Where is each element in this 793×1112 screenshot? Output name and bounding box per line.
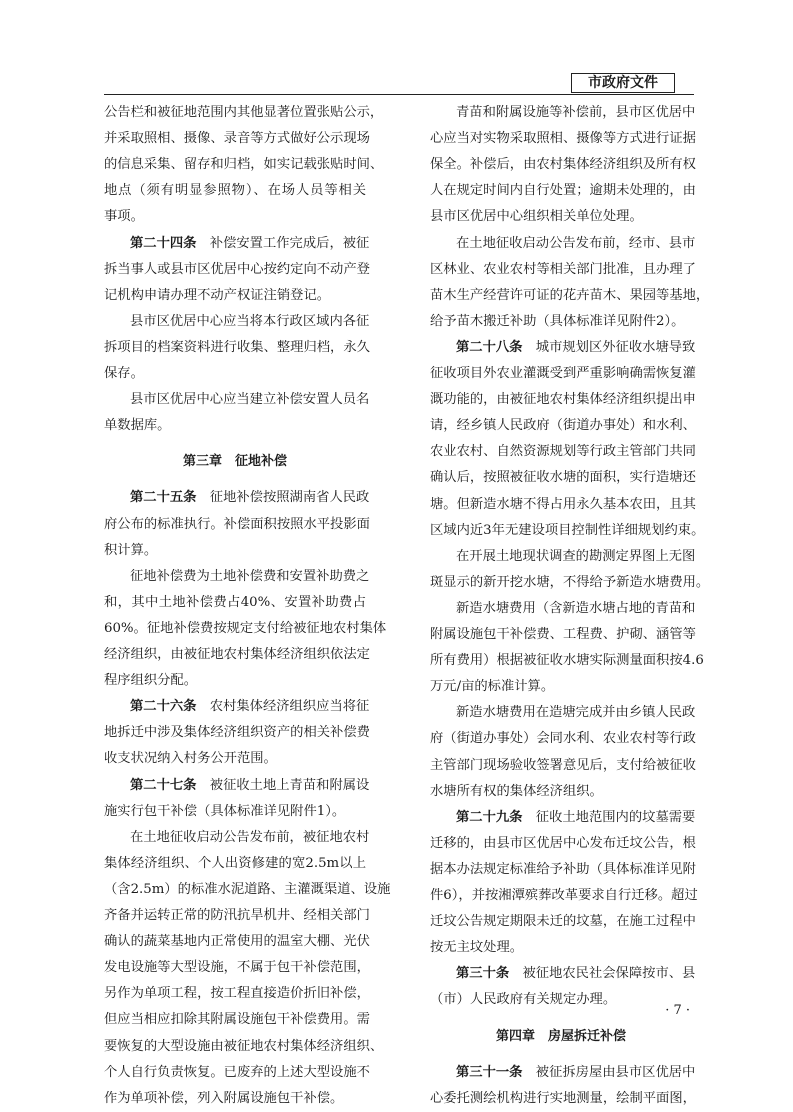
text-line: 县市区优居中心应当将本行政区域内各征 [130, 313, 370, 329]
text-line: 斑显示的新开挖水塘，不得给予新造水塘费用。 [430, 574, 710, 590]
text-line: 60%。征地补偿费按规定支付给被征地农村集体 [104, 620, 387, 636]
text-line: 新造水塘费用（含新造水塘占地的青苗和 [456, 600, 696, 616]
text-line: 第二十八条 城市规划区外征收水塘导致 [456, 339, 696, 355]
article-number: 第二十五条 [130, 490, 197, 506]
text-line: 齐备并运转正常的防汛抗旱机井、经相关部门 [104, 908, 370, 923]
text-line: 第二十六条 农村集体经济组织应当将征 [130, 699, 370, 715]
page-number: · 7 · [665, 1003, 690, 1018]
article-number: 第三十条 [456, 966, 510, 982]
text-line: 县市区优居中心应当建立补偿安置人员名 [130, 392, 370, 408]
text-line: 在开展土地现状调查的勘测定界图上无图 [456, 548, 696, 564]
text-line: 第三十条 被征地农民社会保障按市、县 [456, 966, 696, 982]
text-line: 程序组织分配。 [104, 673, 198, 689]
section-label: 市政府文件 [571, 73, 675, 93]
text-line: 施实行包干补偿（具体标准详见附件1）。 [104, 803, 346, 819]
text-line: 新造水塘费用在造塘完成并由乡镇人民政 [456, 705, 696, 721]
text-line: 地拆迁中涉及集体经济组织资产的相关补偿费 [104, 725, 370, 741]
text-line: 收支状况纳入村务公开范围。 [104, 751, 277, 767]
text-line: 附属设施包干补偿费、工程费、护砌、涵管等 [430, 627, 696, 642]
article-number: 第二十七条 [130, 777, 197, 793]
text-line: 经济组织，由被征地农村集体经济组织依法定 [104, 647, 370, 662]
text-line: 苗木生产经营许可证的花卉苗木、果园等基地， [430, 287, 710, 303]
text-line: 按无主坟处理。 [430, 940, 524, 956]
text-line: 万元/亩的标准计算。 [430, 679, 555, 695]
text-line: 青苗和附属设施等补偿前，县市区优居中 [456, 105, 696, 120]
left-column [104, 0, 391, 1106]
text-line: 单数据库。 [104, 418, 171, 434]
text-line: 塘。但新造水塘不得占用永久基本农田，且其 [430, 496, 696, 512]
text-line: 和，其中土地补偿费占40%、安置补助费占 [104, 594, 366, 610]
text-line: 另作为单项工程，按工程直接造价折旧补偿， [104, 986, 370, 1002]
text-line: 区域内近3年无建设项目控制性详细规划约束。 [430, 522, 705, 538]
text-line: 确认的蔬菜基地内正常使用的温室大棚、光伏 [104, 934, 370, 950]
text-line: （市）人民政府有关规定办理。 [430, 992, 617, 1008]
right-column [430, 0, 710, 1106]
text-line: 县市区优居中心组织相关单位处理。 [430, 209, 643, 225]
text-line: 第三十一条 被征拆房屋由县市区优居中 [456, 1064, 696, 1080]
text-line: 积计算。 [104, 542, 158, 558]
article-number: 第二十九条 [456, 809, 523, 825]
text-line: 区林业、农业农村等相关部门批准，且办理了 [430, 261, 696, 277]
chapter-heading: 第三章 征地补偿 [182, 454, 287, 470]
text-line: 迁坟公告规定期限未迁的坟墓，在施工过程中 [430, 914, 696, 930]
text-line: 第二十四条 补偿安置工作完成后，被征 [130, 235, 370, 251]
text-line: 拆当事人或县市区优居中心按约定向不动产登 [104, 261, 370, 277]
text-line: 府公布的标准执行。补偿面积按照水平投影面 [104, 516, 370, 532]
text-line: 征收项目外农业灌溉受到严重影响确需恢复灌 [430, 366, 696, 381]
text-line: 保全。补偿后，由农村集体经济组织及所有权 [430, 157, 696, 173]
text-line: 心委托测绘机构进行实地测量，绘制平面图， [430, 1090, 696, 1106]
text-line: 集体经济组织、个人出资修建的宽2.5m以上 [104, 855, 366, 871]
text-line: 但应当相应扣除其附属设施包干补偿费用。需 [104, 1012, 370, 1028]
text-line: 公告栏和被征地范围内其他显著位置张贴公示， [104, 105, 384, 120]
text-line: 溉功能的，由被征地农村集体经济组织提出申 [430, 392, 696, 408]
text-line: 确认后，按照被征收水塘的面积，实行造塘还 [430, 470, 696, 486]
text-line: 据本办法规定标准给予补助（具体标准详见附 [430, 861, 696, 877]
article-number: 第二十四条 [130, 235, 197, 251]
text-line: 第二十九条 征收土地范围内的坟墓需要 [456, 809, 696, 825]
text-line: 在土地征收启动公告发布前，被征地农村 [130, 829, 370, 845]
text-line: 人在规定时间内自行处置；逾期未处理的，由 [430, 183, 696, 199]
text-line: 府（街道办事处）会同水利、农业农村等行政 [430, 731, 696, 747]
text-line: 水塘所有权的集体经济组织。 [430, 783, 603, 799]
text-line: 的信息采集、留存和归档，如实记载张贴时间、 [104, 157, 384, 173]
text-line: 个人自行负责恢复。已废弃的上述大型设施不 [104, 1064, 370, 1080]
text-line: 给予苗木搬迁补助（具体标准详见附件2）。 [430, 313, 685, 329]
text-line: 记机构申请办理不动产权证注销登记。 [104, 287, 331, 303]
article-number: 第三十一条 [456, 1064, 523, 1080]
text-line: 拆项目的档案资料进行收集、整理归档，永久 [104, 339, 370, 355]
text-line: 农业农村、自然资源规划等行政主管部门共同 [430, 444, 696, 460]
text-line: 征地补偿费为土地补偿费和安置补助费之 [130, 568, 370, 584]
text-line: 所有费用）根据被征收水塘实际测量面积按4.6 [430, 653, 704, 669]
text-line: 保存。 [104, 366, 144, 381]
text-line: 件6），并按湘潭殡葬改革要求自行迁移。超过 [430, 888, 698, 903]
chapter-heading: 第四章 房屋拆迁补偿 [495, 1028, 626, 1044]
text-line: 迁移的，由县市区优居中心发布迁坟公告，根 [430, 835, 696, 851]
text-line: 事项。 [104, 209, 144, 225]
text-line: 要恢复的大型设施由被征地农村集体经济组织、 [104, 1038, 384, 1054]
text-line: 第二十五条 征地补偿按照湖南省人民政 [130, 490, 370, 506]
article-number: 第二十八条 [456, 339, 523, 355]
text-line: 地点（须有明显参照物）、在场人员等相关 [104, 183, 366, 199]
text-line: 第二十七条 被征收土地上青苗和附属设 [130, 777, 370, 793]
text-line: 并采取照相、摄像、录音等方式做好公示现场 [104, 131, 370, 147]
text-line: 作为单项补偿，列入附属设施包干补偿。 [104, 1090, 344, 1106]
article-number: 第二十六条 [130, 699, 197, 715]
text-line: 心应当对实物采取照相、摄像等方式进行证据 [430, 131, 696, 147]
text-line: 发电设施等大型设施，不属于包干补偿范围， [104, 960, 370, 976]
text-line: 在土地征收启动公告发布前，经市、县市 [456, 235, 696, 251]
text-line: （含2.5m）的标准水泥道路、主灌溉渠道、设施 [104, 881, 391, 897]
text-line: 主管部门现场验收签署意见后，支付给被征收 [430, 757, 696, 773]
text-line: 请，经乡镇人民政府（街道办事处）和水利、 [430, 418, 696, 434]
